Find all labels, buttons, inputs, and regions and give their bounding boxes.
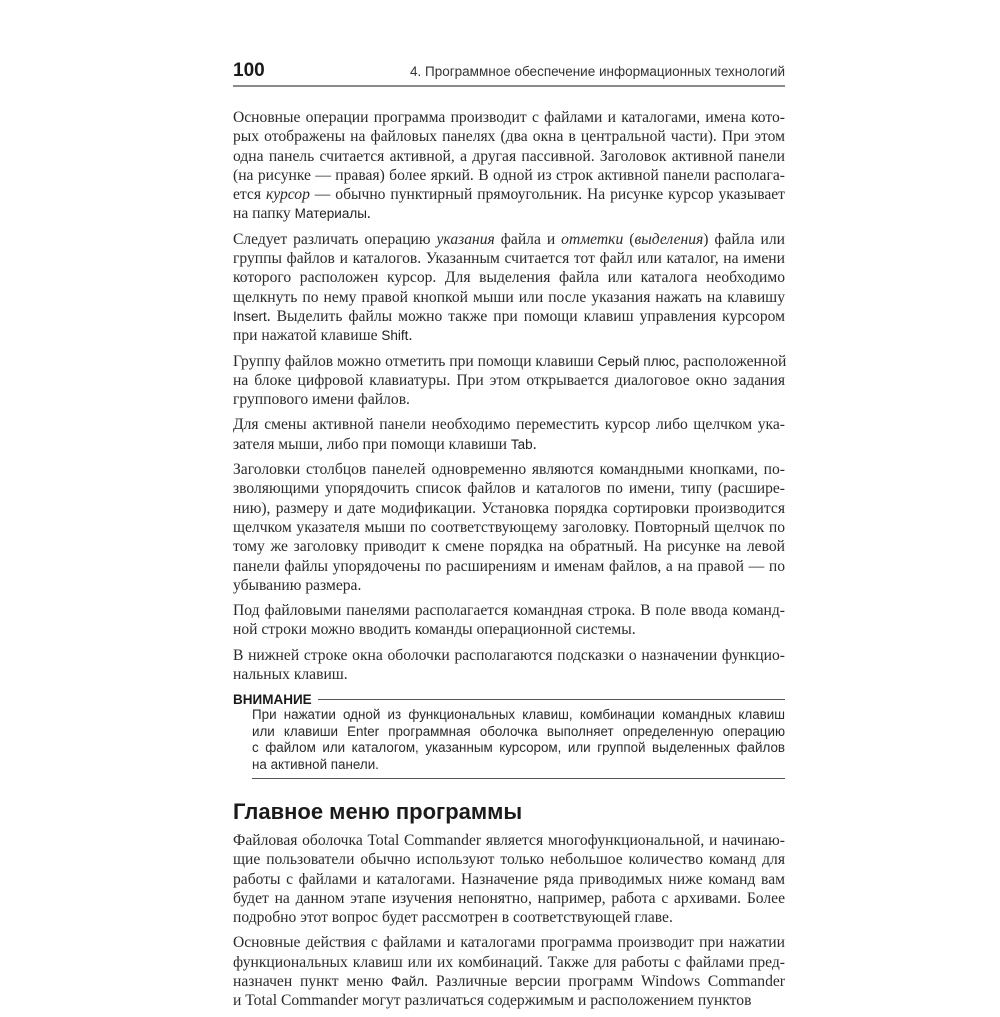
- key-term: Файл: [390, 974, 425, 990]
- text: Под файловыми панелями располагается командная строка. В поле ввода команд-: [233, 602, 785, 620]
- text: ) файла или: [703, 230, 785, 248]
- key-term: Insert: [233, 308, 267, 324]
- text-line: [233, 371, 785, 390]
- text: на папку: [233, 205, 295, 223]
- paragraph: [233, 230, 785, 346]
- text: ется: [233, 186, 266, 204]
- text-line: [233, 991, 785, 1010]
- text: при нажатой клавише: [233, 327, 382, 345]
- text-line: [233, 576, 785, 595]
- key-term: Серый плюс: [597, 353, 676, 369]
- attention-note: [233, 692, 785, 779]
- text: Для смены активной панели необходимо переместить курсор либо щелчком ука-: [233, 416, 785, 434]
- text: рых отображены на файловых панелях (два окна в центральной части). При этом: [233, 128, 785, 146]
- text-line: [233, 268, 785, 287]
- book-page: [233, 60, 785, 1017]
- text-line: [233, 499, 785, 518]
- paragraph: [233, 460, 785, 595]
- note-body: [252, 707, 785, 779]
- section-heading: Главное меню программы: [233, 798, 523, 824]
- text-line: [233, 953, 785, 972]
- note-title: ВНИМАНИЕ: [233, 692, 312, 708]
- running-title: 4. Программное обеспечение информационных технологий: [410, 64, 785, 79]
- key-term: Shift: [381, 328, 409, 344]
- emphasis: отметки: [561, 230, 624, 248]
- text-line: [233, 326, 785, 345]
- text: Следует различать операцию: [233, 230, 437, 248]
- text: которого расположен курсор. Для выделения файла или каталога необходимо: [233, 269, 785, 287]
- text: Основные операции программа производит с файлами и каталогами, имена кото-: [233, 109, 785, 126]
- text: тому же заголовку приводит к смене порядка на обратный. На рисунке на левой: [233, 538, 785, 556]
- text: Основные действия с файлами и каталогами программа производит при нажатии: [233, 934, 785, 952]
- text: ной строки можно вводить команды операционной системы.: [233, 621, 636, 639]
- emphasis: указания: [436, 230, 495, 248]
- text: зволяющими упорядочить список файлов и каталогов по имени, типу (расшире-: [233, 480, 785, 498]
- note-line: на активной панели.: [252, 756, 379, 772]
- text: убыванию размера.: [233, 576, 362, 594]
- text: панели файлы упорядочены по расширениям и именам файлов, а на правой — по: [233, 557, 785, 575]
- text: подробно этот вопрос будет рассмотрен в соответствующей главе.: [233, 909, 673, 927]
- text: Файловая оболочка Total Commander является многофункциональной, и начинаю-: [233, 831, 785, 849]
- page-number: 100: [233, 60, 265, 81]
- text: . Выделить файлы можно также при помощи клавиш управления курсором: [266, 307, 785, 325]
- text: работы с файлами и каталогами. Назначение ряда приводимых ниже команд вам: [233, 870, 785, 888]
- text-line: [233, 831, 785, 850]
- text: группы файлов и каталогов. Указанным считается тот файл или каталог, на имени: [233, 250, 785, 268]
- paragraph: [233, 108, 785, 224]
- note-line: При нажатии одной из функциональных клавиш, комбинации командных клавиш: [252, 707, 785, 723]
- text-line: [233, 185, 785, 204]
- paragraph: [233, 646, 785, 685]
- text-line: [233, 230, 785, 249]
- section-body-2: [233, 831, 785, 1011]
- text: щелкнуть по нему правой кнопкой мыши или после указания нажать на клавишу: [233, 288, 785, 306]
- key-term: Материалы: [294, 206, 367, 222]
- text-line: [233, 147, 785, 166]
- text-line: [233, 518, 785, 537]
- text-line: [233, 850, 785, 869]
- text: щелчком указателя мыши по соответствующему заголовку. Повторный щелчок по: [233, 518, 785, 536]
- paragraph: [233, 415, 785, 454]
- text-line: [233, 972, 785, 991]
- text: Группу файлов можно отметить при помощи клавиши: [233, 352, 598, 370]
- text-line: [233, 557, 785, 576]
- emphasis: выделения: [634, 230, 704, 248]
- text-line: [233, 908, 785, 927]
- text: файла и: [494, 230, 562, 248]
- section-body-1: [233, 108, 785, 684]
- text-line: [233, 620, 785, 639]
- text-line: [233, 479, 785, 498]
- text: одна панель считается активной, а другая пассивной. Заголовок активной панели: [233, 147, 785, 165]
- text-line: [233, 601, 785, 620]
- note-rule: [318, 699, 785, 700]
- text: Заголовки столбцов панелей одновременно являются командными кнопками, по-: [233, 461, 785, 479]
- text-line: [233, 870, 785, 889]
- emphasis: курсор: [265, 186, 310, 204]
- text-line: [233, 933, 785, 952]
- text: (: [623, 230, 635, 248]
- text: зателя мыши, либо при помощи клавиши: [233, 435, 511, 453]
- note-line: или клавиши Enter программная оболочка выполняет определенную операцию: [252, 723, 785, 739]
- text-line: [233, 889, 785, 908]
- text-line: [233, 537, 785, 556]
- text-line: [233, 646, 785, 665]
- text-line: [233, 390, 785, 409]
- text-line: [233, 127, 785, 146]
- paragraph: [233, 352, 785, 410]
- text-line: [233, 249, 785, 268]
- text: .: [366, 205, 371, 223]
- text-line: [233, 307, 785, 326]
- text: и Total Commander могут различаться содержимым и расположением пунктов: [233, 992, 752, 1010]
- text: .: [408, 327, 413, 345]
- text-line: [233, 665, 785, 684]
- text: функциональных клавиш или их комбинаций. Также для работы с файлами пред-: [233, 953, 785, 971]
- text: нию), размеру и дате модификации. Установка порядка сортировки производится: [233, 499, 785, 517]
- text-line: [233, 415, 785, 434]
- text-line: [233, 166, 785, 185]
- text: В нижней строке окна оболочки располагаются подсказки о назначении функцио-: [233, 646, 785, 664]
- note-line: с файлом или каталогом, указанным курсором, или группой выделенных файлов: [252, 740, 785, 756]
- page-header: [233, 60, 785, 87]
- text-line: [233, 204, 785, 223]
- text-line: [233, 288, 785, 307]
- text: группового имени файлов.: [233, 391, 410, 409]
- text: нальных клавиш.: [233, 666, 348, 684]
- text: (на рисунке — правая) более яркий. В одной из строк активной панели располага-: [233, 166, 785, 184]
- text: назначен пункт меню: [233, 973, 391, 991]
- text: — обычно пунктирный прямоугольник. На рисунке курсор указывает: [309, 186, 786, 204]
- text: .: [532, 435, 537, 453]
- text-line: [233, 460, 785, 479]
- paragraph: [233, 831, 785, 927]
- key-term: Tab: [510, 436, 533, 452]
- text-line: [233, 352, 785, 371]
- text: . Различные версии программ Windows Commander: [424, 973, 785, 991]
- text: на блоке цифровой клавиатуры. При этом открывается диалоговое окно задания: [233, 371, 785, 389]
- paragraph: [233, 933, 785, 1010]
- text: щие пользователи обычно используют только небольшое количество команд для: [233, 851, 785, 869]
- paragraph: [233, 601, 785, 640]
- text: , расположенной: [675, 352, 787, 370]
- text: будет на данном этапе изучения непонятно, например, работа с архивами. Более: [233, 889, 785, 907]
- text-line: [233, 435, 785, 454]
- text-line: [233, 108, 785, 127]
